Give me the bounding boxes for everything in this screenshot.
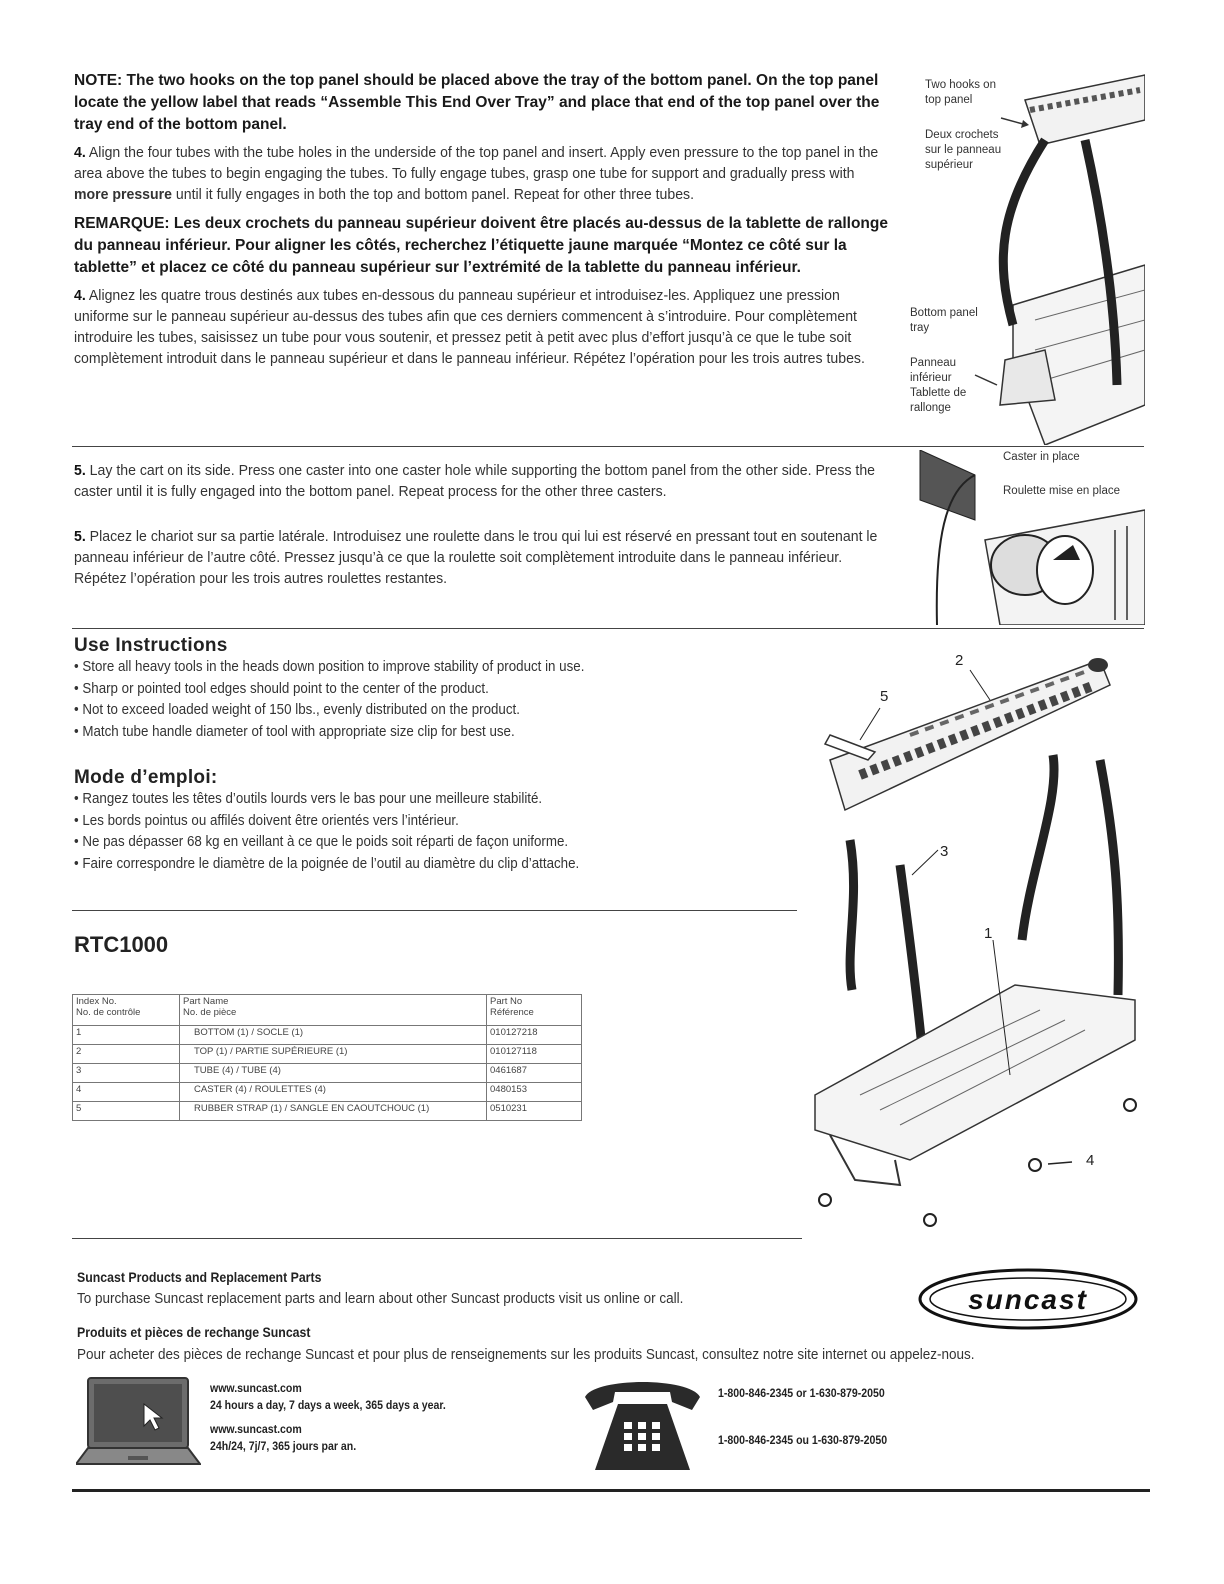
divider — [72, 1238, 802, 1239]
header-index: Index No. No. de contrôle — [73, 995, 180, 1026]
callout-1: 1 — [984, 925, 993, 942]
table-row: 1 BOTTOM (1) / SOCLE (1) 010127218 — [73, 1026, 582, 1045]
table-row: 2 TOP (1) / PARTIE SUPÉRIEURE (1) 010127118 — [73, 1045, 582, 1064]
table-header-row — [73, 995, 582, 1026]
list-item: • Rangez toutes les têtes d’outils lourds vers le bas pour une meilleure stabilité. — [74, 789, 773, 811]
suncast-logo — [918, 1268, 1138, 1330]
table-row: 4 CASTER (4) / ROULETTES (4) 0480153 — [73, 1083, 582, 1102]
label-tray-fr: Panneau inférieur Tablette de rallonge — [910, 357, 967, 414]
table-row: 5 RUBBER STRAP (1) / SANGLE EN CAOUTCHOUC (1) 0510231 — [73, 1102, 582, 1121]
contact-heading-fr: Produits et pièces de rechange Suncast — [77, 1324, 311, 1340]
label-tray-en: Bottom panel tray — [910, 307, 978, 334]
list-item: • Store all heavy tools in the heads down position to improve stability of product in use. — [74, 657, 773, 679]
list-item: • Match tube handle diameter of tool with appropriate size clip for best use. — [74, 722, 773, 744]
step5-fr: 5. Placez le chariot sur sa partie latérale. Introduisez une roulette dans le trou qui lui est réservé en pressant tout en soutenant le panneau inférieur de l’autre côté. Pressez jusqu’à ce que la roulette soit complètement introduite dans le panneau inférieur. Répétez l’opération pour les trois autres roulettes restantes. — [74, 528, 878, 587]
phone-fr[interactable]: 1-800-846-2345 ou 1-630-879-2050 — [718, 1433, 888, 1447]
caster-illustration — [915, 450, 1145, 625]
use-instructions — [74, 635, 794, 875]
use-list-fr — [74, 789, 773, 875]
use-title-en: Use Instructions — [74, 635, 228, 656]
note-fr: REMARQUE: Les deux crochets du panneau supérieur doivent être placés au-dessus de la tablette de rallonge du panneau inférieur. Pour aligner les côtés, recherchez l’étiquette jaune marquée “Montez ce côté sur la tablette” et placez ce côté du panneau supérieur sur l’extrémité de la tablette du panneau inférieur. — [74, 215, 888, 276]
divider — [72, 910, 797, 911]
exploded-view — [800, 640, 1145, 1240]
exploded-view-illustration — [800, 640, 1145, 1240]
callout-3: 3 — [940, 843, 949, 860]
use-title-fr: Mode d’emploi: — [74, 767, 218, 788]
list-item: • Ne pas dépasser 68 kg en veillant à ce que le poids soit réparti de façon uniforme. — [74, 832, 773, 854]
divider — [72, 628, 1144, 629]
list-item: • Not to exceed loaded weight of 150 lbs., evenly distributed on the product. — [74, 700, 773, 722]
footer-rule — [72, 1489, 1150, 1492]
header-part-name: Part Name No. de pièce — [180, 995, 487, 1026]
callout-2: 2 — [955, 652, 964, 669]
figure-tube-assembly — [905, 60, 1145, 445]
list-item: • Les bords pointus ou affilés doivent être orientés vers l’intérieur. — [74, 811, 773, 833]
step4-en: 4. Align the four tubes with the tube holes in the underside of the top panel and insert. Apply even pressure to the top panel in the area above the tubes to begin engaging the tubes. To fully engage tubes, grasp one tube for support and gradually press with more pressure until it fully engages in both the top and bottom panel. Repeat for other three tubes. — [74, 144, 879, 203]
phone-en[interactable]: 1-800-846-2345 or 1-630-879-2050 — [718, 1386, 885, 1400]
assembly-section — [74, 70, 904, 369]
web-url-fr[interactable]: www.suncast.com — [210, 1422, 302, 1436]
logo-text: suncast — [968, 1284, 1088, 1315]
step5-section — [74, 460, 894, 589]
contact-text-en: To purchase Suncast replacement parts and learn about other Suncast products visit us online or call. — [77, 1290, 684, 1307]
header-part-no: Part No Référence — [487, 995, 582, 1026]
model-number: RTC1000 — [74, 932, 169, 957]
step4-fr: 4. Alignez les quatre trous destinés aux tubes en-dessous du panneau supérieur et introduisez-les. Appliquez une pression uniforme sur le panneau supérieur au-dessus des tubes afin que ces derniers commencent à s’introduire. Pour complètement introduire les tubes, saisissez un tube pour vous soutenir, et pressez petit à petit avec plus d’effort jusqu’à ce que le tube soit complètement introduit dans le panneau supérieur et dans le panneau inférieur. Répétez l’opération pour les trois autres tubes. — [74, 287, 865, 367]
contact-text-fr: Pour acheter des pièces de rechange Suncast et pour plus de renseignements sur les produits Suncast, consultez notre site internet ou appelez-nous. — [77, 1346, 975, 1363]
laptop-icon — [76, 1376, 201, 1466]
step5-en: 5. Lay the cart on its side. Press one caster into one caster hole while supporting the bottom panel from the other side. Press the caster until it is fully engaged into the bottom panel. Repeat process for the other three casters. — [74, 462, 876, 500]
phone-icon — [580, 1372, 705, 1472]
use-list-en — [74, 657, 773, 743]
label-caster-en: Caster in place — [1003, 451, 1080, 463]
contact-heading-en: Suncast Products and Replacement Parts — [77, 1269, 322, 1285]
divider — [72, 446, 1144, 447]
note-en: NOTE: The two hooks on the top panel should be placed above the tray of the bottom panel. On the top panel locate the yellow label that reads “Assemble This End Over Tray” and place that end of the top panel over the tray end of the bottom panel. — [74, 72, 880, 133]
hours-en: 24 hours a day, 7 days a week, 365 days a year. — [210, 1398, 446, 1412]
figure-caster — [915, 450, 1145, 625]
callout-5: 5 — [880, 688, 889, 705]
label-caster-fr: Roulette mise en place — [1003, 485, 1120, 497]
list-item: • Faire correspondre le diamètre de la poignée de l’outil au diamètre du clip d’attache. — [74, 854, 773, 876]
hours-fr: 24h/24, 7j/7, 365 jours par an. — [210, 1439, 357, 1453]
parts-table — [72, 994, 582, 1121]
label-hooks-fr: Deux crochets sur le panneau supérieur — [925, 129, 1002, 171]
web-url-en[interactable]: www.suncast.com — [210, 1381, 302, 1395]
label-hooks-en: Two hooks on top panel — [925, 79, 996, 106]
list-item: • Sharp or pointed tool edges should point to the center of the product. — [74, 679, 773, 701]
callout-4: 4 — [1086, 1152, 1095, 1169]
table-row: 3 TUBE (4) / TUBE (4) 0461687 — [73, 1064, 582, 1083]
suncast-logo-graphic — [918, 1268, 1138, 1330]
